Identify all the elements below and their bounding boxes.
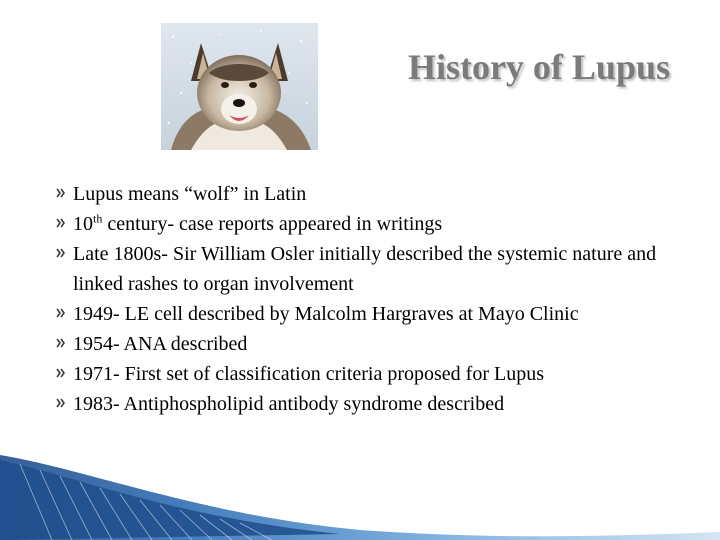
bullet-icon (56, 398, 65, 408)
bullet-text: Late 1800s- Sir William Osler initially described the systemic nature and linked rashes to organ involvement (73, 243, 657, 295)
slide-title: History of Lupus (407, 47, 670, 87)
bullet-item (56, 299, 696, 329)
bullet-item (56, 239, 696, 299)
bullet-icon (56, 368, 65, 378)
bullet-item (56, 329, 696, 359)
bullet-icon (56, 248, 65, 258)
bullet-item (56, 209, 696, 239)
bullet-text-prefix: 10 (73, 213, 93, 235)
bullet-text: 1949- LE cell described by Malcolm Hargraves at Mayo Clinic (73, 303, 579, 325)
bullet-item (56, 359, 696, 389)
bullet-text: century- case reports appeared in writings (102, 213, 443, 235)
bullet-text: 1971- First set of classification criteria proposed for Lupus (73, 363, 544, 385)
footer-swoosh-decoration (0, 430, 720, 540)
wolf-photo (161, 23, 318, 150)
bullet-item (56, 389, 696, 419)
bullet-item (56, 179, 696, 209)
bullet-text: 1983- Antiphospholipid antibody syndrome described (73, 393, 505, 415)
bullet-text: 1954- ANA described (73, 333, 248, 355)
bullet-icon (56, 188, 65, 198)
bullet-icon (56, 308, 65, 318)
bullet-superscript: th (93, 211, 103, 226)
wolf-image (161, 23, 318, 150)
bullet-icon (56, 218, 65, 228)
bullet-text: Lupus means “wolf” in Latin (73, 183, 307, 205)
bullet-list (56, 179, 696, 419)
bullet-icon (56, 338, 65, 348)
